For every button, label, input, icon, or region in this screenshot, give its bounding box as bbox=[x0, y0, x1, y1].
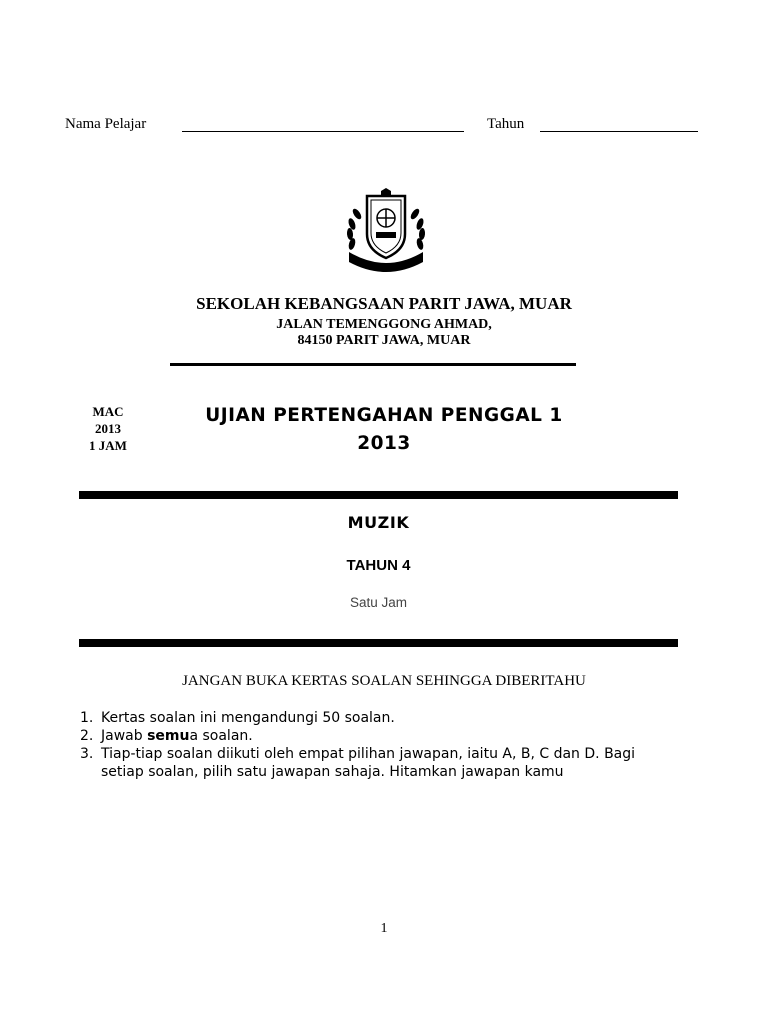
school-address-line1: JALAN TEMENGGONG AHMAD, bbox=[276, 317, 492, 332]
exam-title: UJIAN PERTENGAHAN PENGGAL 1 bbox=[205, 405, 563, 426]
thick-divider-top bbox=[79, 491, 678, 499]
exam-title-year: 2013 bbox=[357, 433, 411, 454]
school-address-line2: 84150 PARIT JAWA, MUAR bbox=[297, 333, 471, 348]
instruction-text: Kertas soalan ini mengandungi 50 soalan. bbox=[101, 710, 395, 726]
school-name: SEKOLAH KEBANGSAAN PARIT JAWA, MUAR bbox=[196, 294, 572, 313]
student-name-label: Nama Pelajar bbox=[65, 116, 147, 132]
instruction-number: 2. bbox=[80, 728, 94, 744]
subject-name: MUZIK bbox=[347, 513, 410, 532]
exam-year: 2013 bbox=[95, 421, 121, 436]
instruction-text bbox=[101, 745, 690, 781]
instruction-text bbox=[101, 727, 690, 745]
instruction-text-line1: Tiap-tiap soalan diikuti oleh empat pilihan jawapan, iaitu A, B, C dan D. Bagi bbox=[101, 746, 636, 762]
page-number: 1 bbox=[380, 921, 388, 936]
thick-divider-bottom bbox=[79, 639, 678, 647]
instruction-number: 3. bbox=[80, 746, 94, 762]
header-divider bbox=[170, 363, 576, 366]
instruction-emphasis: semu bbox=[147, 728, 190, 744]
subject-grade: TAHUN 4 bbox=[346, 557, 411, 574]
instruction-number: 1. bbox=[80, 710, 94, 726]
student-name-blank bbox=[182, 131, 464, 132]
instruction-text-post: a soalan. bbox=[189, 728, 253, 744]
instruction-text-pre: Jawab bbox=[101, 728, 148, 744]
exam-warning: JANGAN BUKA KERTAS SOALAN SEHINGGA DIBERITAHU bbox=[182, 673, 586, 689]
year-blank bbox=[540, 131, 698, 132]
subject-duration: Satu Jam bbox=[349, 595, 408, 610]
exam-month: MAC bbox=[92, 404, 124, 419]
instruction-item bbox=[80, 709, 690, 727]
year-label: Tahun bbox=[487, 116, 525, 132]
instruction-text-line2: setiap soalan, pilih satu jawapan sahaja. Hitamkan jawapan kamu bbox=[101, 764, 564, 780]
exam-duration: 1 JAM bbox=[89, 438, 127, 453]
school-crest-icon bbox=[343, 188, 429, 274]
instruction-item bbox=[80, 745, 690, 781]
instruction-item bbox=[80, 727, 690, 745]
